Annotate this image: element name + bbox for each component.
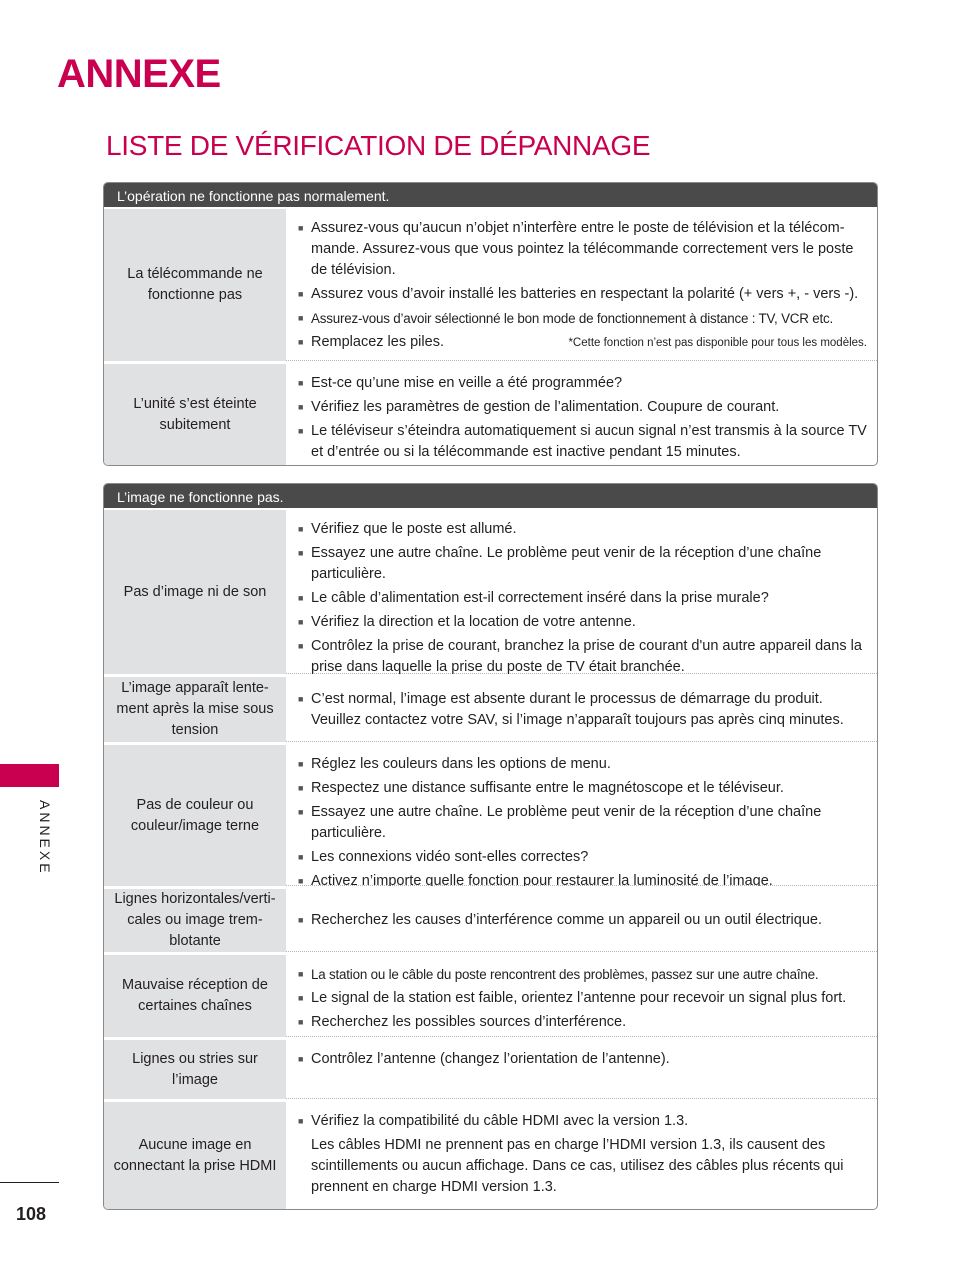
solution-item: ■ Le téléviseur s’éteindra automatiquement si aucun signal n’est transmis à la source TV et d’entrée ou si la télécommande est inactive pendant 15 minutes.	[298, 421, 867, 463]
table-row	[104, 952, 877, 1037]
solution-item: ■ Est-ce qu’une mise en veille a été programmée?	[298, 373, 867, 394]
page-number: 108	[16, 1204, 47, 1224]
table-row	[104, 209, 877, 361]
solution-cell	[286, 510, 877, 674]
solution-item: ■ Assurez-vous qu’aucun n’objet n’interfère entre le poste de télévision et la télécom-mande. Assurez-vous que vous pointez la télécommande correctement vers le poste de télévision.	[298, 218, 867, 281]
solution-item: ■ C’est normal, l’image est absente durant le processus de démarrage du produit. Veuillez contactez votre SAV, si l’image n’apparaît toujours pas après cinq minutes.	[298, 689, 867, 731]
solution-item: ■ Vérifiez que le poste est allumé.	[298, 519, 867, 540]
solution-cell	[286, 364, 877, 465]
page-title: LISTE DE VÉRIFICATION DE DÉPANNAGE	[106, 130, 651, 161]
solution-cell	[286, 677, 877, 742]
table-row	[104, 674, 877, 742]
solution-item: ■ La station ou le câble du poste rencontrent des problèmes, passez sur une autre chaîne.	[298, 964, 867, 985]
solution-cell	[286, 1040, 877, 1099]
problem-cell: L’image apparaît lente-ment après la mise sous tension	[104, 677, 286, 742]
solution-item: ■ Réglez les couleurs dans les options de menu.	[298, 754, 867, 775]
footnote: *Cette fonction n’est pas disponible pour tous les modèles.	[568, 337, 867, 349]
solution-item	[298, 332, 867, 354]
table-row	[104, 886, 877, 952]
table-row	[104, 742, 877, 889]
solution-cell	[286, 1102, 877, 1209]
solution-item: ■ Essayez une autre chaîne. Le problème peut venir de la réception d’une chaîne particulière.	[298, 802, 867, 844]
side-tab-marker	[0, 764, 59, 787]
solution-item: ■ Assurez-vous d’avoir sélectionné le bon mode de fonctionnement à distance : TV, VCR etc.	[298, 308, 867, 329]
solution-item: ■ Le câble d’alimentation est-il correctement inséré dans la prise murale?	[298, 588, 867, 609]
troubleshooting-panel-picture	[103, 483, 878, 1210]
problem-cell: Aucune image en connectant la prise HDMI	[104, 1102, 286, 1209]
panel-header: L’opération ne fonctionne pas normalement.	[104, 183, 877, 209]
solution-item: ■ Contrôlez l’antenne (changez l’orientation de l’antenne).	[298, 1049, 867, 1070]
solution-cell	[286, 955, 877, 1037]
problem-cell: L’unité s’est éteinte subitement	[104, 364, 286, 465]
problem-cell: Lignes horizontales/verti-cales ou image trem-blotante	[104, 889, 286, 952]
solution-item: ■ Recherchez les causes d’interférence comme un appareil ou un outil électrique.	[298, 910, 822, 931]
solution-cell	[286, 889, 877, 952]
problem-cell: Pas d’image ni de son	[104, 510, 286, 674]
problem-cell: La télécommande ne fonctionne pas	[104, 209, 286, 361]
page-number-rule	[0, 1182, 59, 1183]
solution-item: ■ Assurez vous d’avoir installé les batteries en respectant la polarité (+ vers +, - vers -).	[298, 284, 867, 305]
solution-item: ■ Activez n’importe quelle fonction pour restaurer la luminosité de l’image.	[298, 871, 867, 892]
troubleshooting-panel-operation	[103, 182, 878, 466]
solution-text: ■ Remplacez les piles.	[311, 334, 444, 350]
solution-item: ■ Les connexions vidéo sont-elles correctes?	[298, 847, 867, 868]
table-row	[104, 1037, 877, 1099]
solution-item: ■ Recherchez les possibles sources d’interférence.	[298, 1012, 867, 1033]
problem-cell: Mauvaise réception de certaines chaînes	[104, 955, 286, 1037]
solution-cell	[286, 745, 877, 889]
panel-header: L’image ne fonctionne pas.	[104, 484, 877, 510]
solution-item: ■ Le signal de la station est faible, orientez l’antenne pour recevoir un signal plus fort.	[298, 988, 867, 1009]
solution-item: Les câbles HDMI ne prennent pas en charge l’HDMI version 1.3, ils causent des scintillements ou aucun affichage. Dans ce cas, utilisez des câbles plus récents qui prennent en charge HDMI version 1.3.	[311, 1137, 844, 1195]
solution-item: ■ Vérifiez la direction et la location de votre antenne.	[298, 612, 867, 633]
solution-item: ■ Vérifiez les paramètres de gestion de l’alimentation. Coupure de courant.	[298, 397, 867, 418]
table-row	[104, 1099, 877, 1209]
problem-cell: Pas de couleur ou couleur/image terne	[104, 745, 286, 886]
solution-item: ■ Essayez une autre chaîne. Le problème peut venir de la réception d’une chaîne particulière.	[298, 543, 867, 585]
solution-item: ■ Vérifiez la compatibilité du câble HDMI avec la version 1.3.	[298, 1111, 867, 1132]
problem-cell: Lignes ou stries sur l’image	[104, 1040, 286, 1099]
table-row	[104, 361, 877, 465]
table-row	[104, 510, 877, 674]
solution-cell	[286, 209, 877, 361]
solution-item: ■ Respectez une distance suffisante entre le magnétoscope et le téléviseur.	[298, 778, 867, 799]
side-tab-label: ANNEXE	[37, 800, 53, 876]
section-heading: ANNEXE	[57, 52, 221, 96]
solution-item: ■ Contrôlez la prise de courant, branchez la prise de courant d'un autre appareil dans la prise dans laquelle la prise du poste de TV était branchée.	[298, 636, 867, 678]
